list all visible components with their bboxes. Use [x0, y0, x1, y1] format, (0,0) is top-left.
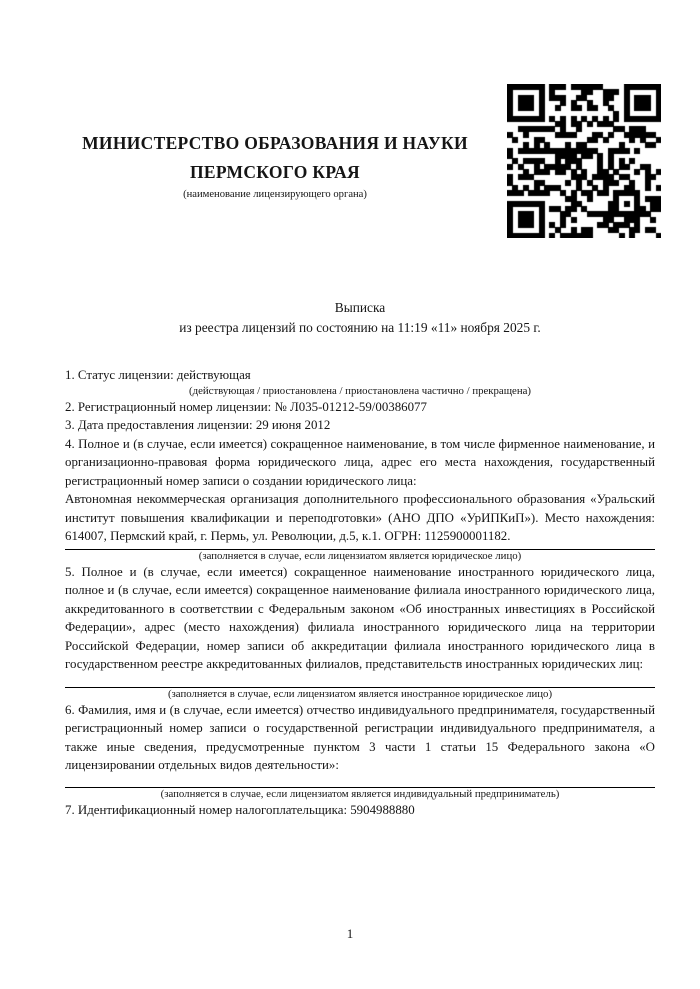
document-title-block: [65, 298, 655, 338]
field-license-grant-date: 3. Дата предоставления лицензии: 29 июня 2012: [65, 418, 331, 432]
document-body: [65, 366, 655, 819]
field-legal-entity-value: Автономная некоммерческая организация дополнительного профессионального образования «Уральский институт повышения квалификации и переподготовки» (АНО ДПО «УрИПКиП»). Место нахождения: 614007, Пермский край, г. Пермь, ул. Революции, д.5, к.1. ОГРН: 1125900001182.: [65, 492, 655, 543]
field-foreign-entity-label: 5. Полное и (в случае, если имеется) сокращенное наименование иностранного юридического лица, полное и (в случае, если имеется) сокращенное наименование филиала иностранного юридического лица, аккредитованного в соответствии с Федеральным законом «Об иностранных инвестициях в Российской Федерации», адрес (место нахождения) филиала иностранного юридического лица на территории Российской Федерации, номер записи об аккредитации филиала иностранного юридического лица в государственном реестре аккредитованных филиалов, представительств иностранных юридических лиц:: [65, 564, 655, 671]
field-registration-number: 2. Регистрационный номер лицензии: № Л035-01212-59/00386077: [65, 399, 427, 414]
qr-code: [507, 84, 661, 238]
field-taxpayer-id: 7. Идентификационный номер налогоплательщика: 5904988880: [65, 802, 415, 817]
ministry-name-line2: ПЕРМСКОГО КРАЯ: [190, 161, 360, 182]
field-license-status: 1. Статус лицензии: действующая: [65, 368, 251, 382]
ministry-name-line1: МИНИСТЕРСТВО ОБРАЗОВАНИЯ И НАУКИ: [82, 133, 468, 153]
field-entrepreneur-label: 6. Фамилия, имя и (в случае, если имеется) отчество индивидуального предпринимателя, государственный регистрационный номер записи о государственной регистрации индивидуального предпринимателя, а также иные сведения, предусмотренные пунктом 3 части 1 статьи 15 Федерального закона «О лицензировании отдельных видов деятельности»:: [65, 702, 655, 772]
entrepreneur-note: (заполняется в случае, если лицензиатом является индивидуальный предприниматель): [160, 787, 560, 800]
legal-entity-note: (заполняется в случае, если лицензиатом является юридическое лицо): [198, 549, 522, 562]
document-title: Выписка: [334, 300, 386, 315]
document-subtitle: из реестра лицензий по состоянию на 11:19 «11» ноября 2025 г.: [179, 320, 541, 335]
licensing-authority-header: [58, 129, 492, 201]
license-status-note: (действующая / приостановлена / приостановлена частично / прекращена): [189, 384, 531, 397]
foreign-entity-note: (заполняется в случае, если лицензиатом является иностранное юридическое лицо): [167, 687, 553, 700]
authority-caption: (наименование лицензирующего органа): [183, 189, 367, 200]
field-legal-entity-label: 4. Полное и (в случае, если имеется) сокращенное наименование, в том числе фирменное наименование, и организационно-правовая форма юридического лица, адрес его места нахождения, государственный регистрационный номер записи о создании юридического лица:: [65, 436, 655, 488]
page-number: 1: [346, 926, 354, 941]
